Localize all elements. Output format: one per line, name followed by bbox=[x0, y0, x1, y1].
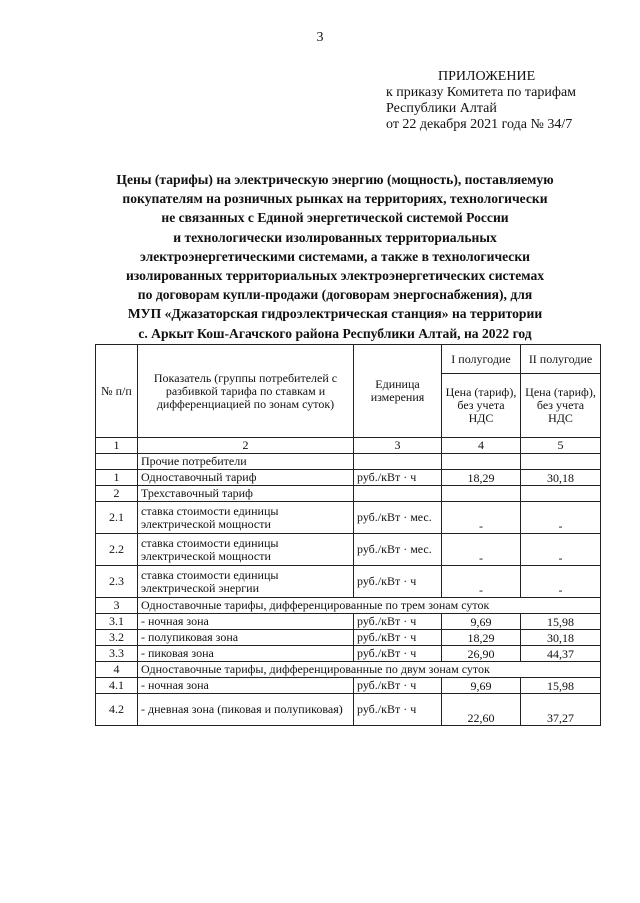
column-number-row bbox=[96, 438, 601, 454]
row-unit: руб./кВт · ч bbox=[354, 646, 442, 662]
table-row bbox=[96, 486, 601, 502]
row-indicator: - ночная зона bbox=[138, 614, 354, 630]
row-number: 3.1 bbox=[96, 614, 138, 630]
page-number: 3 bbox=[316, 30, 324, 45]
row-indicator: Прочие потребители bbox=[138, 454, 354, 470]
row-price-half-1: 26,90 bbox=[442, 646, 521, 662]
row-number: 2.1 bbox=[96, 502, 138, 534]
header-indicator: Показатель (группы потребителей с разбивкой тарифа по ставкам и дифференциацией по зонам суток) bbox=[138, 345, 354, 438]
row-number bbox=[96, 454, 138, 470]
tariff-table-body bbox=[96, 345, 601, 726]
row-price-half-2: - bbox=[521, 566, 601, 598]
row-indicator: - полупиковая зона bbox=[138, 630, 354, 646]
header-price-2: Цена (тариф), без учета НДС bbox=[521, 374, 601, 438]
column-number: 2 bbox=[138, 438, 354, 454]
column-number: 3 bbox=[354, 438, 442, 454]
title-line: и технологически изолированных территориальных bbox=[173, 229, 497, 245]
row-unit: руб./кВт · ч bbox=[354, 630, 442, 646]
title-line: электроэнергетическими системами, а также в технологически bbox=[139, 248, 531, 264]
row-price-half-2 bbox=[521, 486, 601, 502]
row-unit: руб./кВт · мес. bbox=[354, 502, 442, 534]
title-line: изолированных территориальных электроэнергетических системах bbox=[125, 268, 545, 284]
row-price-half-2: 15,98 bbox=[521, 678, 601, 694]
row-indicator: ставка стоимости единицы электрической мощности bbox=[138, 534, 354, 566]
row-price-half-2: 44,37 bbox=[521, 646, 601, 662]
column-number: 1 bbox=[96, 438, 138, 454]
table-row bbox=[96, 678, 601, 694]
row-number: 4 bbox=[96, 662, 138, 678]
appendix-line: Республики Алтай bbox=[386, 101, 497, 116]
row-number: 2.3 bbox=[96, 566, 138, 598]
row-unit: руб./кВт · ч bbox=[354, 694, 442, 726]
row-price-half-2: 37,27 bbox=[521, 694, 601, 726]
row-number: 4.2 bbox=[96, 694, 138, 726]
row-number: 4.1 bbox=[96, 678, 138, 694]
row-number: 2 bbox=[96, 486, 138, 502]
appendix-line: от 22 декабря 2021 года № 34/7 bbox=[386, 117, 573, 132]
header-price-1: Цена (тариф), без учета НДС bbox=[442, 374, 521, 438]
row-price-half-1: - bbox=[442, 534, 521, 566]
table-row bbox=[96, 470, 601, 486]
row-price-half-1: 9,69 bbox=[442, 614, 521, 630]
row-unit bbox=[354, 486, 442, 502]
row-price-half-2: - bbox=[521, 534, 601, 566]
table-row bbox=[96, 646, 601, 662]
appendix-line: к приказу Комитета по тарифам bbox=[386, 85, 577, 100]
table-row bbox=[96, 598, 601, 614]
document-title bbox=[70, 170, 600, 343]
row-price-half-1: 18,29 bbox=[442, 630, 521, 646]
row-indicator: Трехставочный тариф bbox=[138, 486, 354, 502]
header-half-2: II полугодие bbox=[521, 345, 601, 374]
column-number: 4 bbox=[442, 438, 521, 454]
row-price-half-2 bbox=[521, 454, 601, 470]
row-price-half-1: 22,60 bbox=[442, 694, 521, 726]
title-line: не связанных с Единой энергетической системой России bbox=[161, 210, 509, 226]
table-row bbox=[96, 502, 601, 534]
row-number: 3.3 bbox=[96, 646, 138, 662]
row-number: 3 bbox=[96, 598, 138, 614]
table-row bbox=[96, 630, 601, 646]
title-line: с. Аркыт Кош-Агачского района Республики Алтай, на 2022 год bbox=[138, 325, 532, 341]
title-line: по договорам купли-продажи (договорам энергоснабжения), для bbox=[137, 287, 533, 303]
table-row bbox=[96, 566, 601, 598]
row-price-half-1: 9,69 bbox=[442, 678, 521, 694]
table-row bbox=[96, 454, 601, 470]
row-indicator: - пиковая зона bbox=[138, 646, 354, 662]
row-indicator: Одноставочные тарифы, дифференцированные по двум зонам суток bbox=[138, 662, 601, 678]
row-number: 3.2 bbox=[96, 630, 138, 646]
row-indicator: - дневная зона (пиковая и полупиковая) bbox=[138, 694, 354, 726]
row-price-half-2: 15,98 bbox=[521, 614, 601, 630]
row-unit: руб./кВт · ч bbox=[354, 470, 442, 486]
header-half-1: I полугодие bbox=[442, 345, 521, 374]
row-price-half-1: - bbox=[442, 502, 521, 534]
table-row bbox=[96, 662, 601, 678]
row-price-half-1 bbox=[442, 486, 521, 502]
row-indicator: Одноставочные тарифы, дифференцированные по трем зонам суток bbox=[138, 598, 601, 614]
row-unit: руб./кВт · мес. bbox=[354, 534, 442, 566]
row-price-half-1: - bbox=[442, 566, 521, 598]
table-row bbox=[96, 614, 601, 630]
row-unit: руб./кВт · ч bbox=[354, 678, 442, 694]
row-number: 2.2 bbox=[96, 534, 138, 566]
column-number: 5 bbox=[521, 438, 601, 454]
header-num: № п/п bbox=[96, 345, 138, 438]
row-unit bbox=[354, 454, 442, 470]
row-indicator: ставка стоимости единицы электрической мощности bbox=[138, 502, 354, 534]
row-price-half-2: 30,18 bbox=[521, 630, 601, 646]
tariff-table bbox=[95, 344, 601, 726]
row-indicator: Одноставочный тариф bbox=[138, 470, 354, 486]
title-line: Цены (тарифы) на электрическую энергию (мощность), поставляемую bbox=[116, 172, 554, 187]
table-row bbox=[96, 694, 601, 726]
row-number: 1 bbox=[96, 470, 138, 486]
header-row bbox=[96, 345, 601, 374]
header-unit: Единица измерения bbox=[354, 345, 442, 438]
title-line: покупателям на розничных рынках на территориях, технологически bbox=[122, 191, 548, 207]
row-unit: руб./кВт · ч bbox=[354, 614, 442, 630]
row-price-half-2: 30,18 bbox=[521, 470, 601, 486]
row-price-half-2: - bbox=[521, 502, 601, 534]
row-indicator: ставка стоимости единицы электрической энергии bbox=[138, 566, 354, 598]
appendix-block bbox=[386, 69, 626, 133]
row-price-half-1 bbox=[442, 454, 521, 470]
row-price-half-1: 18,29 bbox=[442, 470, 521, 486]
row-unit: руб./кВт · ч bbox=[354, 566, 442, 598]
table-row bbox=[96, 534, 601, 566]
title-line: МУП «Джазаторская гидроэлектрическая станция» на территории bbox=[127, 306, 543, 322]
row-indicator: - ночная зона bbox=[138, 678, 354, 694]
appendix-heading: ПРИЛОЖЕНИЕ bbox=[438, 69, 536, 84]
